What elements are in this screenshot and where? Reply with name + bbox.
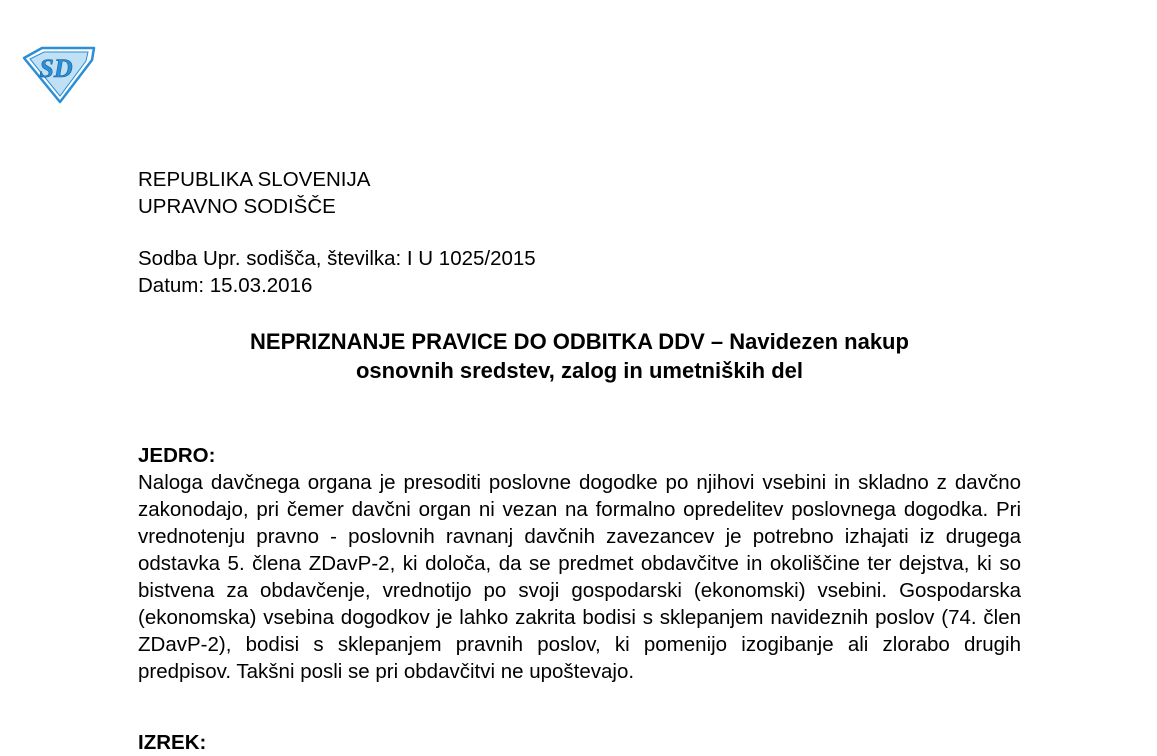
- jedro-section: [138, 442, 1021, 685]
- title-line-2: osnovnih sredstev, zalog in umetniških del: [355, 358, 803, 383]
- court-header: [138, 166, 370, 220]
- jedro-heading: JEDRO:: [138, 444, 216, 467]
- logo-lettering: SD: [39, 54, 73, 83]
- title-line-1: NEPRIZNANJE PRAVICE DO ODBITKA DDV – Navidezen nakup: [250, 329, 909, 354]
- case-number: Sodba Upr. sodišča, številka: I U 1025/2015: [138, 247, 536, 270]
- header-court: UPRAVNO SODIŠČE: [138, 195, 336, 218]
- case-date: Datum: 15.03.2016: [138, 274, 313, 297]
- izrek-heading: IZREK:: [138, 731, 207, 754]
- case-meta: [138, 245, 536, 299]
- header-country: REPUBLIKA SLOVENIJA: [138, 168, 371, 191]
- jedro-body: Naloga davčnega organa je presoditi poslovne dogodke po njihovi vsebini in skladno z davčno zakonodajo, pri čemer davčni organ ni vezan na formalno opredelitev poslovnega dogodka. Pri vrednotenju pravno - poslovnih ravnanj davčnih zavezancev je potrebno izhajati iz drugega odstavka 5. člena ZDavP-2, ki določa, da se predmet obdavčitve in okoliščine ter dejstva, ki so bistvena za obdavčenje, vrednotijo po svoji gospodarski (ekonomski) vsebini. Gospodarska (ekonomska) vsebina dogodkov je lahko zakrita bodisi s sklepanjem navideznih poslov (74. člen ZDavP-2), bodisi s sklepanjem pravnih poslov, ki pomenijo izogibanje ali zlorabo drugih predpisov. Takšni posli se pri obdavčitvi ne upoštevajo.: [138, 471, 1021, 683]
- court-emblem-icon: [22, 46, 96, 104]
- document-title: [138, 327, 1021, 385]
